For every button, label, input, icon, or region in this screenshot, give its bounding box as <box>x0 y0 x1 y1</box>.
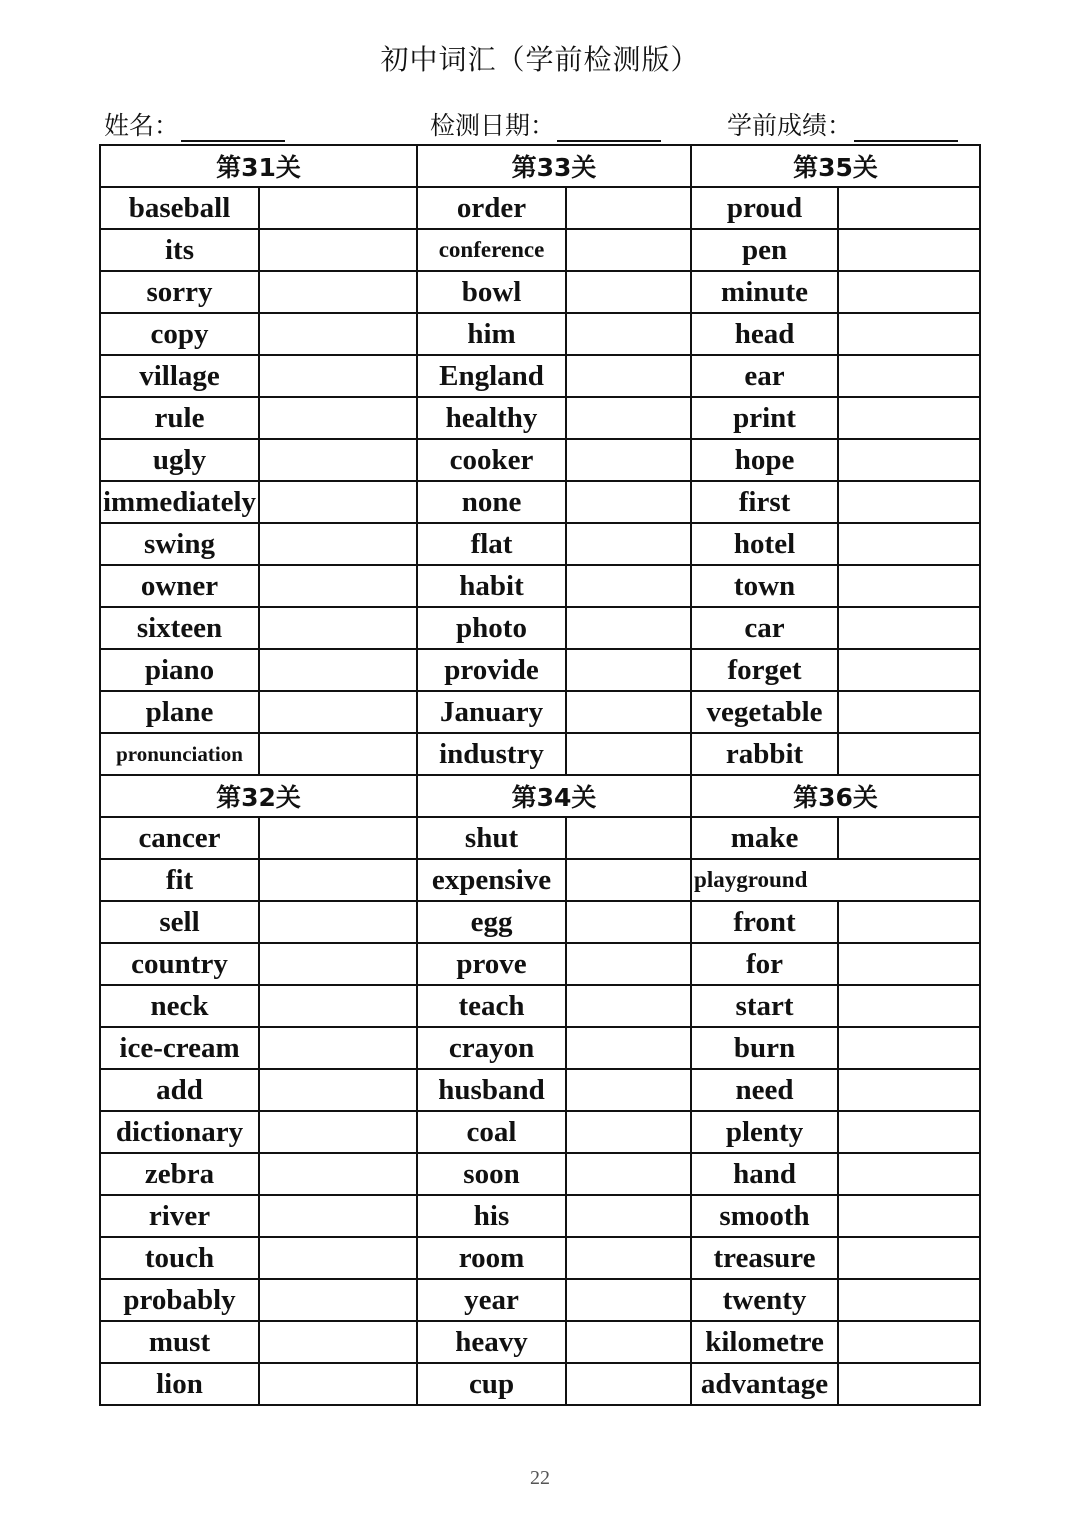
word-row <box>100 859 980 901</box>
vocabulary-table <box>99 144 981 1406</box>
answer-blank[interactable] <box>566 1153 691 1195</box>
answer-blank[interactable] <box>259 607 417 649</box>
vocab-word: add <box>100 1069 259 1111</box>
word-row <box>100 901 980 943</box>
test-date-field[interactable] <box>430 106 661 142</box>
answer-blank[interactable] <box>259 313 417 355</box>
vocab-word: soon <box>417 1153 566 1195</box>
answer-blank[interactable] <box>566 565 691 607</box>
answer-blank[interactable] <box>566 1237 691 1279</box>
word-row <box>100 1321 980 1363</box>
vocab-word: treasure <box>691 1237 838 1279</box>
vocab-word: hotel <box>691 523 838 565</box>
vocab-word: its <box>100 229 259 271</box>
answer-blank[interactable] <box>838 985 980 1027</box>
answer-blank[interactable] <box>566 607 691 649</box>
vocab-word: crayon <box>417 1027 566 1069</box>
vocab-word: proud <box>691 187 838 229</box>
answer-blank[interactable] <box>259 985 417 1027</box>
word-row <box>100 1363 980 1405</box>
vocab-word: bowl <box>417 271 566 313</box>
pre-score-label: 学前成绩： <box>727 111 853 140</box>
answer-blank[interactable] <box>566 355 691 397</box>
answer-blank[interactable] <box>566 481 691 523</box>
answer-blank[interactable] <box>838 1321 980 1363</box>
answer-blank[interactable] <box>259 691 417 733</box>
word-row <box>100 817 980 859</box>
answer-blank[interactable] <box>566 691 691 733</box>
name-label: 姓名： <box>104 111 180 140</box>
answer-blank[interactable] <box>566 649 691 691</box>
word-row <box>100 985 980 1027</box>
answer-blank[interactable] <box>838 1069 980 1111</box>
name-blank[interactable] <box>181 114 285 142</box>
level-header: 第33关 <box>417 145 691 187</box>
answer-blank[interactable] <box>259 1153 417 1195</box>
answer-blank[interactable] <box>566 943 691 985</box>
answer-blank[interactable] <box>259 1321 417 1363</box>
vocab-word: forget <box>691 649 838 691</box>
answer-blank[interactable] <box>838 229 980 271</box>
word-row <box>100 607 980 649</box>
vocab-word: first <box>691 481 838 523</box>
vocab-word: sorry <box>100 271 259 313</box>
test-date-blank[interactable] <box>557 114 661 142</box>
vocab-word: must <box>100 1321 259 1363</box>
level-header-row <box>100 775 980 817</box>
vocab-word: prove <box>417 943 566 985</box>
answer-blank[interactable] <box>566 439 691 481</box>
vocab-word: vegetable <box>691 691 838 733</box>
answer-blank[interactable] <box>838 649 980 691</box>
word-row <box>100 943 980 985</box>
vocab-word: healthy <box>417 397 566 439</box>
vocab-word: car <box>691 607 838 649</box>
answer-blank[interactable] <box>566 859 691 901</box>
vocab-word: head <box>691 313 838 355</box>
vocab-word: smooth <box>691 1195 838 1237</box>
level-header: 第34关 <box>417 775 691 817</box>
word-row <box>100 1153 980 1195</box>
level-header: 第36关 <box>691 775 980 817</box>
vocab-word: flat <box>417 523 566 565</box>
answer-blank[interactable] <box>838 523 980 565</box>
vocab-word: sixteen <box>100 607 259 649</box>
vocab-word: none <box>417 481 566 523</box>
answer-blank[interactable] <box>566 397 691 439</box>
word-row <box>100 313 980 355</box>
answer-blank[interactable] <box>259 1279 417 1321</box>
vocab-word: print <box>691 397 838 439</box>
vocab-word: river <box>100 1195 259 1237</box>
answer-blank[interactable] <box>259 439 417 481</box>
word-row <box>100 187 980 229</box>
word-row <box>100 1279 980 1321</box>
vocab-word: immediately <box>100 481 259 523</box>
vocab-word: twenty <box>691 1279 838 1321</box>
vocab-word: ugly <box>100 439 259 481</box>
word-row <box>100 1027 980 1069</box>
word-row <box>100 271 980 313</box>
vocab-word: teach <box>417 985 566 1027</box>
vocab-word: town <box>691 565 838 607</box>
answer-blank[interactable] <box>838 187 980 229</box>
vocab-word: copy <box>100 313 259 355</box>
answer-blank[interactable] <box>259 397 417 439</box>
vocab-word: conference <box>417 229 566 271</box>
word-row <box>100 481 980 523</box>
vocab-word: minute <box>691 271 838 313</box>
word-row <box>100 1069 980 1111</box>
vocab-word: industry <box>417 733 566 775</box>
answer-blank[interactable] <box>838 1237 980 1279</box>
name-field[interactable] <box>104 106 285 142</box>
answer-blank[interactable] <box>259 1027 417 1069</box>
vocab-word: make <box>691 817 838 859</box>
word-row <box>100 439 980 481</box>
answer-blank[interactable] <box>838 397 980 439</box>
answer-blank[interactable] <box>566 733 691 775</box>
answer-blank[interactable] <box>838 1111 980 1153</box>
test-date-label: 检测日期： <box>430 111 556 140</box>
word-row <box>100 565 980 607</box>
vocab-word: village <box>100 355 259 397</box>
answer-blank[interactable] <box>838 1363 980 1405</box>
vocab-word: heavy <box>417 1321 566 1363</box>
answer-blank[interactable] <box>566 1195 691 1237</box>
answer-blank[interactable] <box>259 481 417 523</box>
answer-blank[interactable] <box>566 1321 691 1363</box>
answer-blank[interactable] <box>566 1279 691 1321</box>
vocab-word: baseball <box>100 187 259 229</box>
vocab-word: start <box>691 985 838 1027</box>
word-row <box>100 397 980 439</box>
answer-blank[interactable] <box>838 355 980 397</box>
answer-blank[interactable] <box>838 943 980 985</box>
word-row <box>100 229 980 271</box>
vocab-word: plane <box>100 691 259 733</box>
page-number: 22 <box>530 1467 550 1489</box>
vocab-word: photo <box>417 607 566 649</box>
word-row <box>100 355 980 397</box>
vocab-word: sell <box>100 901 259 943</box>
vocab-word: front <box>691 901 838 943</box>
answer-blank[interactable] <box>566 313 691 355</box>
vocab-word: cooker <box>417 439 566 481</box>
page-bottom-edge <box>0 1452 1080 1462</box>
vocab-word: pronunciation <box>100 733 259 775</box>
answer-blank[interactable] <box>566 985 691 1027</box>
vocab-word: lion <box>100 1363 259 1405</box>
vocab-word: husband <box>417 1069 566 1111</box>
answer-blank[interactable] <box>566 187 691 229</box>
answer-blank[interactable] <box>259 1363 417 1405</box>
vocab-word: dictionary <box>100 1111 259 1153</box>
answer-blank[interactable] <box>838 1153 980 1195</box>
vocab-word: for <box>691 943 838 985</box>
vocab-word: kilometre <box>691 1321 838 1363</box>
answer-blank[interactable] <box>566 523 691 565</box>
answer-blank[interactable] <box>566 229 691 271</box>
answer-blank[interactable] <box>259 1069 417 1111</box>
answer-blank[interactable] <box>259 271 417 313</box>
vocab-word: swing <box>100 523 259 565</box>
answer-blank[interactable] <box>838 1279 980 1321</box>
answer-blank[interactable] <box>838 733 980 775</box>
vocab-word: his <box>417 1195 566 1237</box>
vocab-word: egg <box>417 901 566 943</box>
answer-blank[interactable] <box>566 1069 691 1111</box>
answer-blank[interactable] <box>566 1027 691 1069</box>
answer-blank[interactable] <box>838 1027 980 1069</box>
answer-blank[interactable] <box>259 1111 417 1153</box>
vocab-word: piano <box>100 649 259 691</box>
page-title: 初中词汇（学前检测版） <box>380 43 700 76</box>
vocab-word: pen <box>691 229 838 271</box>
word-row <box>100 649 980 691</box>
vocab-word: plenty <box>691 1111 838 1153</box>
vocab-word: hope <box>691 439 838 481</box>
pre-score-field[interactable] <box>727 106 958 142</box>
answer-blank[interactable] <box>838 565 980 607</box>
vocab-word: cup <box>417 1363 566 1405</box>
level-header-row <box>100 145 980 187</box>
vocab-word: rabbit <box>691 733 838 775</box>
vocab-word: expensive <box>417 859 566 901</box>
answer-blank[interactable] <box>259 859 417 901</box>
answer-blank[interactable] <box>566 901 691 943</box>
vocab-word: country <box>100 943 259 985</box>
vocab-word: ear <box>691 355 838 397</box>
answer-blank[interactable] <box>259 565 417 607</box>
answer-blank[interactable] <box>566 817 691 859</box>
answer-blank[interactable] <box>838 271 980 313</box>
vocab-word: him <box>417 313 566 355</box>
vocab-word: probably <box>100 1279 259 1321</box>
vocab-word: shut <box>417 817 566 859</box>
answer-blank[interactable] <box>259 817 417 859</box>
pre-score-blank[interactable] <box>854 114 958 142</box>
word-row <box>100 1111 980 1153</box>
level-header: 第35关 <box>691 145 980 187</box>
vocab-word: zebra <box>100 1153 259 1195</box>
word-row <box>100 733 980 775</box>
answer-blank[interactable] <box>838 691 980 733</box>
answer-blank[interactable] <box>259 1195 417 1237</box>
word-row <box>100 1195 980 1237</box>
answer-blank[interactable] <box>566 1363 691 1405</box>
vocab-word: advantage <box>691 1363 838 1405</box>
answer-blank[interactable] <box>838 439 980 481</box>
answer-blank[interactable] <box>838 817 980 859</box>
answer-blank[interactable] <box>259 649 417 691</box>
answer-blank[interactable] <box>259 523 417 565</box>
answer-blank[interactable] <box>566 1111 691 1153</box>
vocab-word: owner <box>100 565 259 607</box>
answer-blank[interactable] <box>259 229 417 271</box>
answer-blank[interactable] <box>259 1237 417 1279</box>
vocab-word: provide <box>417 649 566 691</box>
answer-blank[interactable] <box>259 187 417 229</box>
vocab-word: year <box>417 1279 566 1321</box>
vocab-word: neck <box>100 985 259 1027</box>
level-header: 第32关 <box>100 775 417 817</box>
answer-blank[interactable] <box>566 271 691 313</box>
vocab-word: need <box>691 1069 838 1111</box>
word-row <box>100 1237 980 1279</box>
student-info-row <box>0 106 1080 146</box>
answer-blank[interactable] <box>838 607 980 649</box>
level-header: 第31关 <box>100 145 417 187</box>
answer-blank[interactable] <box>838 313 980 355</box>
answer-blank[interactable] <box>259 901 417 943</box>
vocab-word: touch <box>100 1237 259 1279</box>
vocab-word: coal <box>417 1111 566 1153</box>
vocab-word: rule <box>100 397 259 439</box>
vocab-word: hand <box>691 1153 838 1195</box>
vocab-word: burn <box>691 1027 838 1069</box>
word-row <box>100 523 980 565</box>
word-row <box>100 691 980 733</box>
vocab-word: order <box>417 187 566 229</box>
vocab-word: playground <box>691 859 980 901</box>
answer-blank[interactable] <box>838 901 980 943</box>
vocab-word: ice-cream <box>100 1027 259 1069</box>
answer-blank[interactable] <box>838 1195 980 1237</box>
answer-blank[interactable] <box>259 355 417 397</box>
vocab-word: cancer <box>100 817 259 859</box>
vocab-word: fit <box>100 859 259 901</box>
vocab-word: England <box>417 355 566 397</box>
answer-blank[interactable] <box>259 733 417 775</box>
vocab-word: habit <box>417 565 566 607</box>
answer-blank[interactable] <box>838 481 980 523</box>
answer-blank[interactable] <box>259 943 417 985</box>
vocab-word: room <box>417 1237 566 1279</box>
vocab-word: January <box>417 691 566 733</box>
